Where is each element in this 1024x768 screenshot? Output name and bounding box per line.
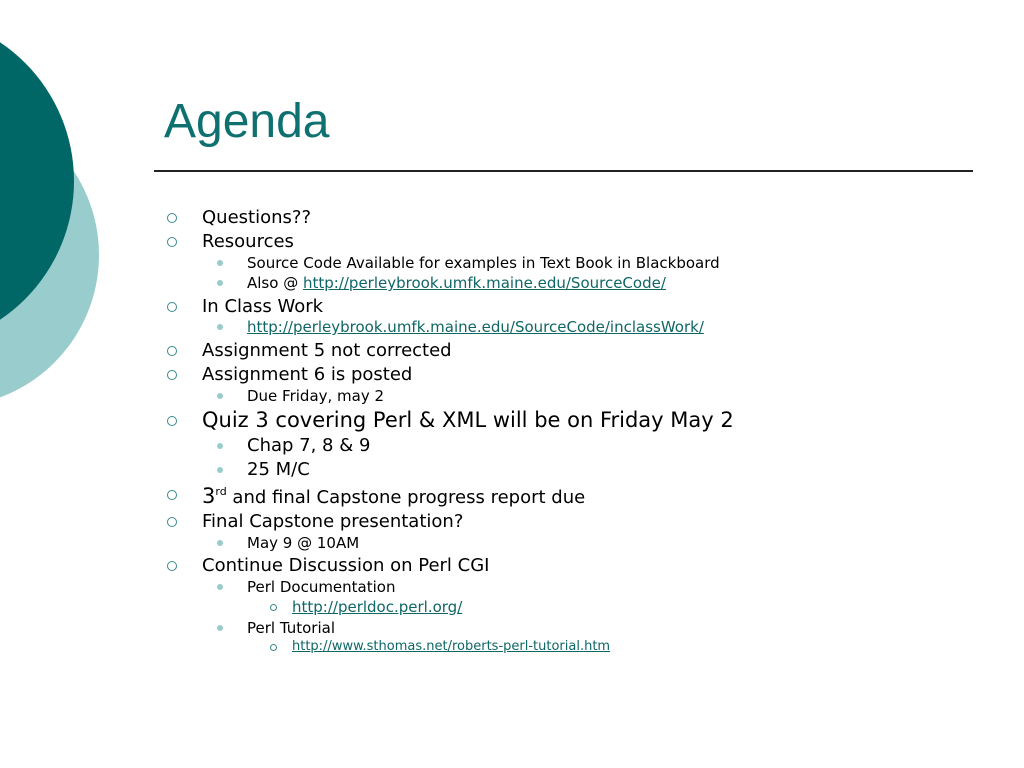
bullet-in-class-work: In Class Work bbox=[202, 296, 324, 317]
sub-bullet-mc: 25 M/C bbox=[247, 459, 310, 480]
third-superscript: rd bbox=[215, 485, 227, 498]
bullet-perl-cgi: Continue Discussion on Perl CGI bbox=[202, 555, 490, 576]
third-number: 3 bbox=[202, 484, 216, 508]
bullet-assignment-5: Assignment 5 not corrected bbox=[202, 340, 452, 361]
bullet-quiz-3: Quiz 3 covering Perl & XML will be on Friday May 2 bbox=[202, 408, 734, 432]
inclass-work-link[interactable]: http://perleybrook.umfk.maine.edu/SourceCode/inclassWork/ bbox=[247, 318, 704, 336]
source-code-link[interactable]: http://perleybrook.umfk.maine.edu/SourceCode/ bbox=[302, 274, 666, 292]
also-prefix: Also @ bbox=[247, 274, 303, 292]
bullet-final-capstone: Final Capstone presentation? bbox=[202, 511, 464, 532]
slide-title: Agenda bbox=[164, 95, 330, 148]
sub-bullet-due: Due Friday, may 2 bbox=[247, 387, 385, 405]
title-divider bbox=[154, 170, 973, 172]
sub-bullet-perl-documentation: Perl Documentation bbox=[247, 578, 396, 596]
sub-bullet-perl-tutorial: Perl Tutorial bbox=[247, 619, 335, 637]
sub-bullet-source-code: Source Code Available for examples in Text Book in Blackboard bbox=[247, 254, 720, 272]
sub-bullet-also bbox=[247, 274, 666, 292]
sub-sub-bullet-perldoc-link bbox=[292, 598, 462, 616]
sub-bullet-may-9: May 9 @ 10AM bbox=[247, 534, 360, 552]
sub-sub-bullet-tutorial-link bbox=[292, 639, 610, 654]
bullet-resources: Resources bbox=[202, 231, 294, 252]
sub-bullet-inclass-link bbox=[247, 318, 704, 336]
perl-tutorial-link[interactable]: http://www.sthomas.net/roberts-perl-tutorial.htm bbox=[292, 639, 611, 654]
sub-bullet-chapters: Chap 7, 8 & 9 bbox=[247, 435, 371, 456]
perldoc-link[interactable]: http://perldoc.perl.org/ bbox=[292, 598, 463, 616]
bullet-assignment-6: Assignment 6 is posted bbox=[202, 364, 413, 385]
bullet-questions: Questions?? bbox=[202, 207, 311, 228]
bullet-progress-report bbox=[202, 484, 585, 508]
progress-report-text: and final Capstone progress report due bbox=[226, 487, 586, 508]
